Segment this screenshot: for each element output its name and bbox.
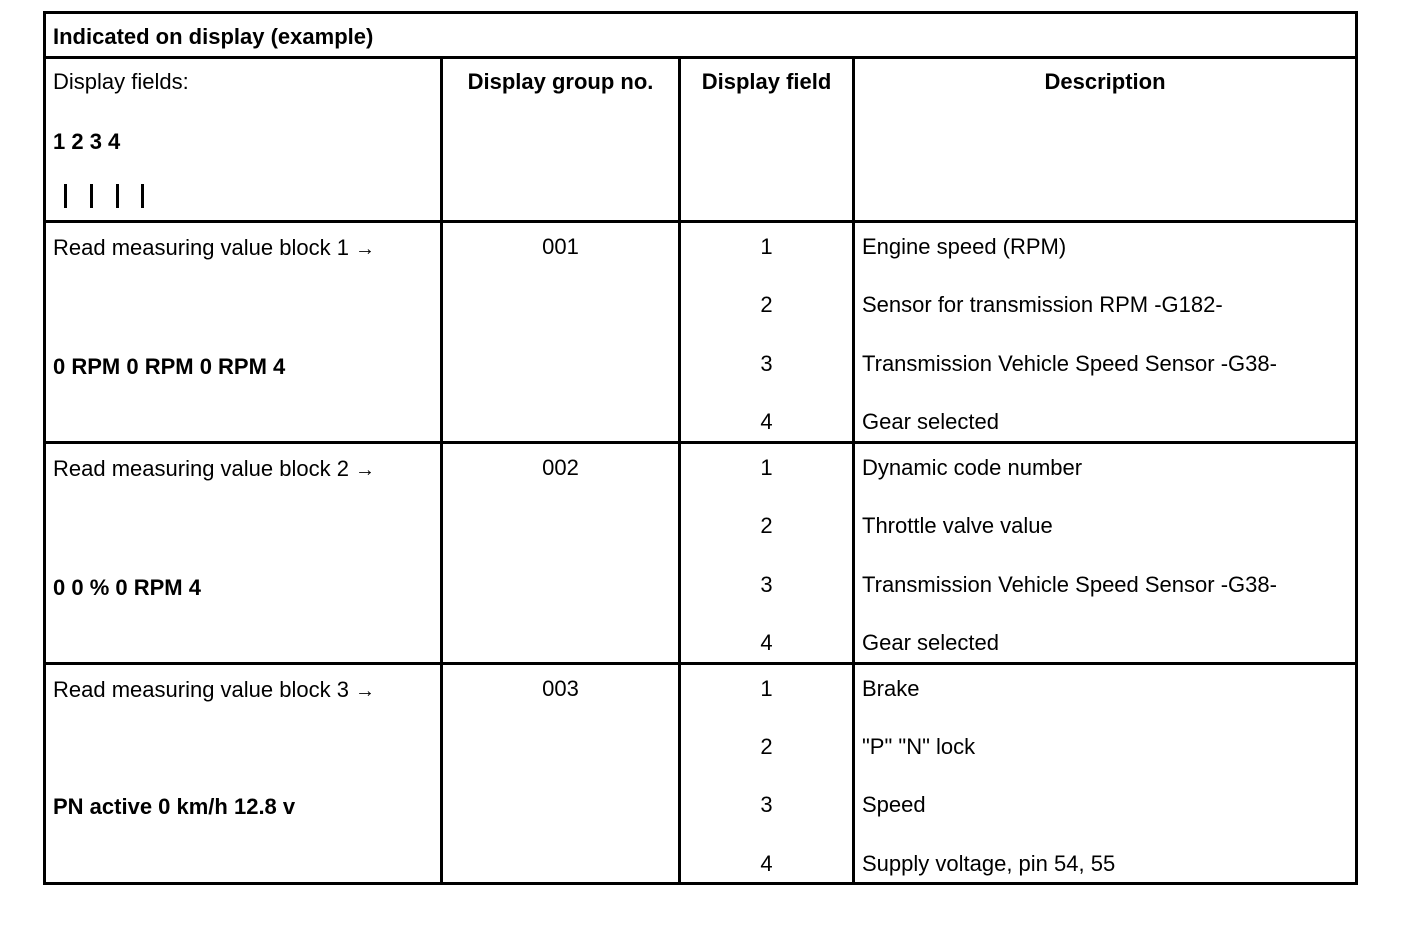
block-1-group: 001	[542, 234, 579, 259]
field-column-header: Display field	[701, 69, 832, 94]
block-3-label: Read measuring value block 3 →	[53, 677, 375, 702]
field-tick-4	[141, 184, 144, 208]
block-1-field-4: 4	[760, 409, 773, 434]
block-2-field-2: 2	[760, 513, 773, 538]
display-fields-label: Display fields:	[53, 69, 189, 94]
block-3-group: 003	[542, 676, 579, 701]
block-3-desc-3: Speed	[862, 792, 926, 817]
block-1-label: Read measuring value block 1 →	[53, 235, 375, 260]
field-numbers: 1 2 3 4	[53, 129, 121, 154]
block-2-example: 0 0 % 0 RPM 4	[53, 575, 201, 600]
block-1-divider	[46, 441, 1355, 444]
block-2-desc-1: Dynamic code number	[862, 455, 1083, 480]
block-2-desc-2: Throttle valve value	[862, 513, 1053, 538]
block-2-divider	[46, 662, 1355, 665]
arrow-right-icon: →	[354, 680, 375, 702]
block-2-group: 002	[542, 455, 579, 480]
block-3-field-3: 3	[760, 792, 773, 817]
measuring-value-table	[43, 11, 1358, 885]
block-3-field-4: 4	[760, 851, 773, 876]
field-tick-1	[64, 184, 67, 208]
description-column-header: Description	[1044, 69, 1166, 94]
title-divider	[46, 56, 1355, 59]
block-3-field-1: 1	[760, 676, 773, 701]
field-tick-2	[90, 184, 93, 208]
group-column-header: Display group no.	[467, 69, 654, 94]
block-1-field-2: 2	[760, 292, 773, 317]
block-3-desc-1: Brake	[862, 676, 920, 701]
block-3-example: PN active 0 km/h 12.8 v	[53, 794, 296, 819]
arrow-right-icon: →	[354, 238, 375, 260]
block-2-label: Read measuring value block 2 →	[53, 456, 375, 481]
block-1-desc-1: Engine speed (RPM)	[862, 234, 1067, 259]
col-divider-3	[852, 59, 855, 882]
block-2-desc-4: Gear selected	[862, 630, 999, 655]
block-1-example: 0 RPM 0 RPM 0 RPM 4	[53, 354, 286, 379]
block-2-desc-3: Transmission Vehicle Speed Sensor -G38-	[862, 572, 1277, 597]
block-3-desc-4: Supply voltage, pin 54, 55	[862, 851, 1116, 876]
arrow-right-icon: →	[354, 459, 375, 481]
block-1-desc-2: Sensor for transmission RPM -G182-	[862, 292, 1223, 317]
block-3-desc-2: "P" "N" lock	[862, 734, 976, 759]
block-1-desc-4: Gear selected	[862, 409, 999, 434]
header-divider	[46, 220, 1355, 223]
block-1-field-3: 3	[760, 351, 773, 376]
block-1-desc-3: Transmission Vehicle Speed Sensor -G38-	[862, 351, 1277, 376]
block-2-field-4: 4	[760, 630, 773, 655]
table-title: Indicated on display (example)	[53, 24, 374, 49]
block-1-field-1: 1	[760, 234, 773, 259]
field-tick-3	[116, 184, 119, 208]
block-2-field-3: 3	[760, 572, 773, 597]
block-2-field-1: 1	[760, 455, 773, 480]
block-3-field-2: 2	[760, 734, 773, 759]
